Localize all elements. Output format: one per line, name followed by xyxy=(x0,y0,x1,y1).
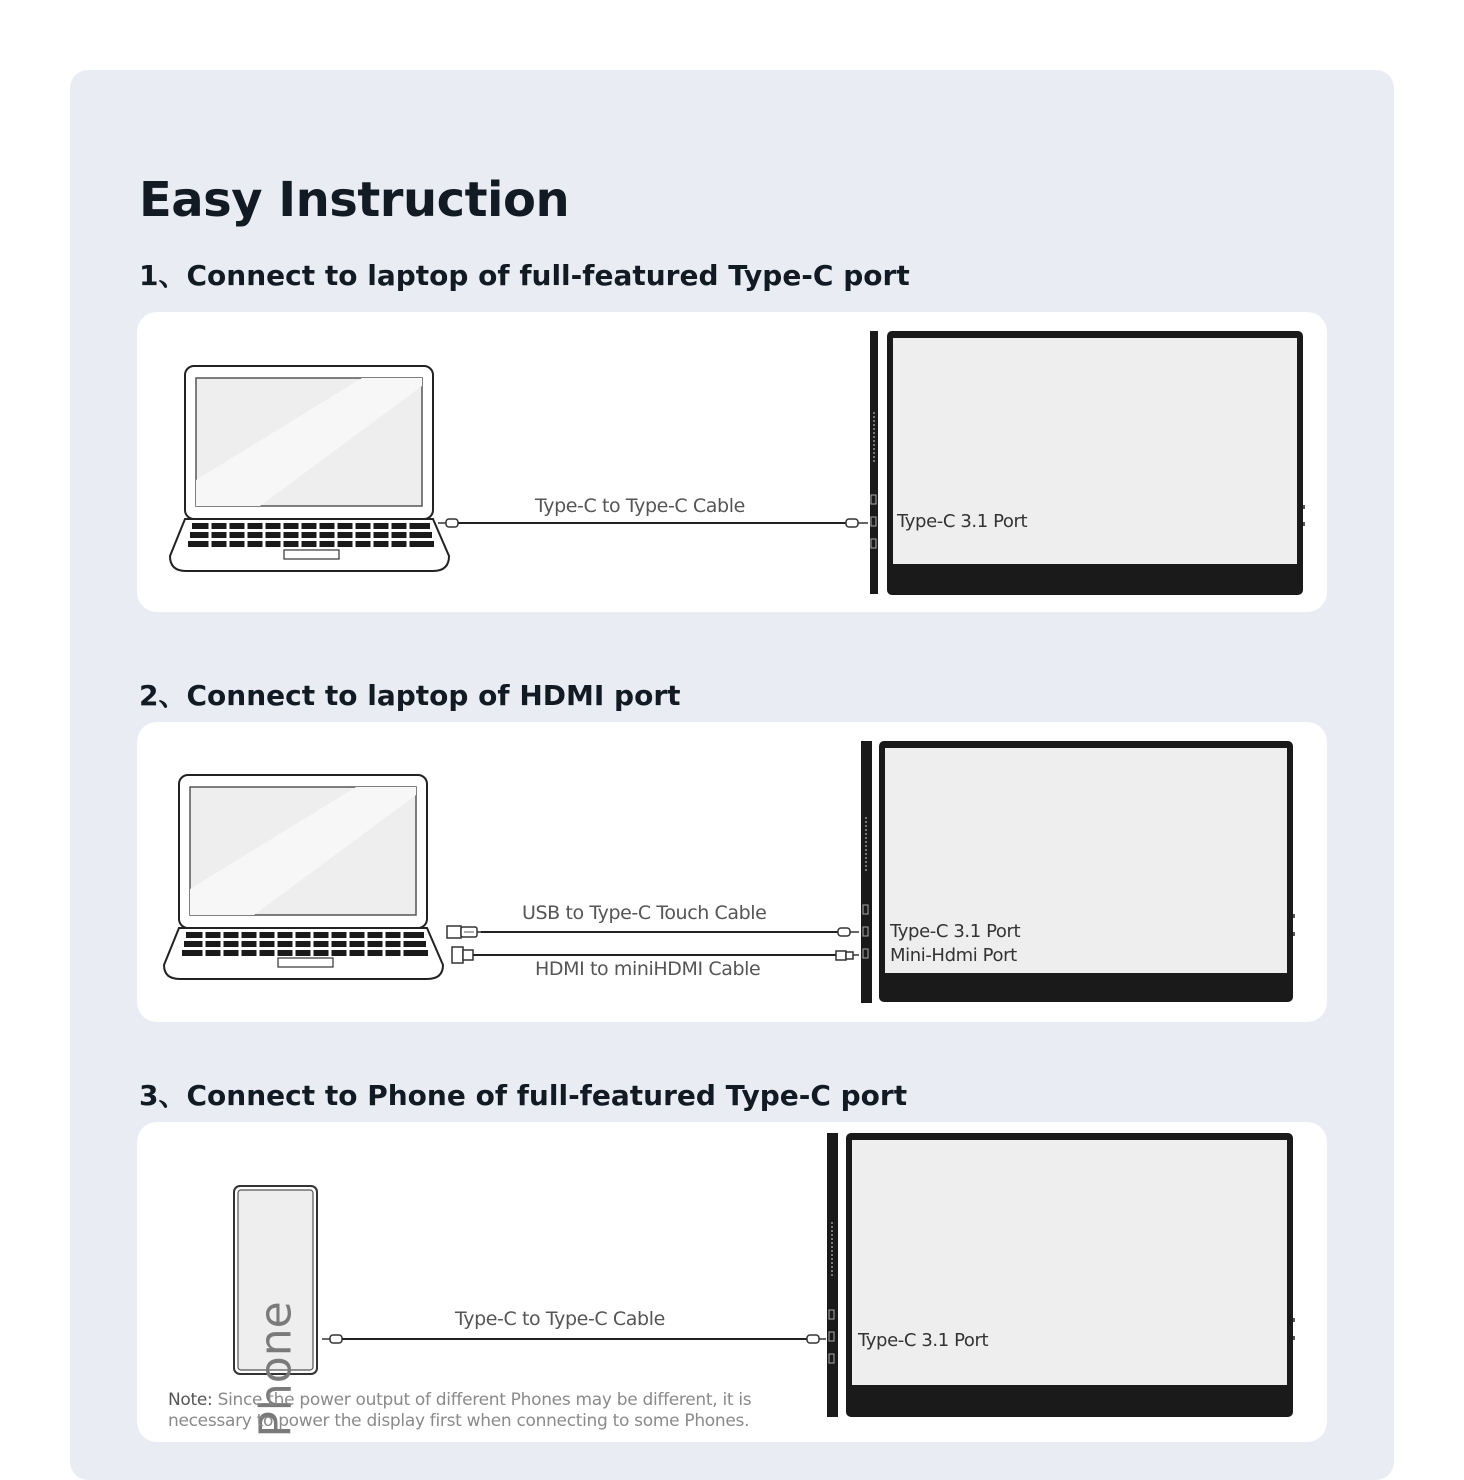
usb-c-connector-icon xyxy=(838,928,859,936)
port-label: Type-C 3.1 Port xyxy=(858,1330,989,1351)
hdmi-cable-label: HDMI to miniHDMI Cable xyxy=(535,958,761,980)
step-3-title: 3、Connect to Phone of full-featured Type-C port xyxy=(139,1079,908,1112)
type-c-port-label: Type-C 3.1 Port xyxy=(890,921,1021,942)
laptop-icon xyxy=(170,366,449,571)
laptop-icon xyxy=(164,775,443,979)
page-title: Easy Instruction xyxy=(139,172,570,228)
step-1-card xyxy=(137,312,1327,612)
step-3-card xyxy=(137,1122,1327,1442)
note-text: Since the power output of different Phones may be different, it is necessary to power the display first when connecting to some Phones. xyxy=(168,1390,752,1431)
power-note xyxy=(168,1390,768,1432)
step-2-card xyxy=(137,722,1327,1022)
step-1-title: 1、Connect to laptop of full-featured Type-C port xyxy=(139,259,910,292)
mini-hdmi-port-label: Mini-Hdmi Port xyxy=(890,945,1017,966)
monitor-icon xyxy=(870,331,1305,595)
usb-c-connector-icon xyxy=(807,1335,826,1343)
usb-c-connector-icon xyxy=(322,1335,342,1343)
hdmi-connector-icon xyxy=(452,947,473,963)
cable-label: Type-C to Type-C Cable xyxy=(455,1308,665,1330)
usb-c-connector-icon xyxy=(846,519,868,527)
monitor-icon xyxy=(827,1133,1295,1417)
hdmi-connector-icon xyxy=(836,951,859,960)
step-1-diagram xyxy=(137,312,1327,612)
phone-label: Phone xyxy=(250,1300,302,1438)
usb-a-connector-icon xyxy=(447,926,481,938)
note-prefix: Note: xyxy=(168,1390,213,1410)
usb-cable-label: USB to Type-C Touch Cable xyxy=(522,902,767,924)
port-label: Type-C 3.1 Port xyxy=(897,511,1028,532)
usb-c-connector-icon xyxy=(438,519,458,527)
step-2-title: 2、Connect to laptop of HDMI port xyxy=(139,679,681,712)
cable-label: Type-C to Type-C Cable xyxy=(535,495,745,517)
